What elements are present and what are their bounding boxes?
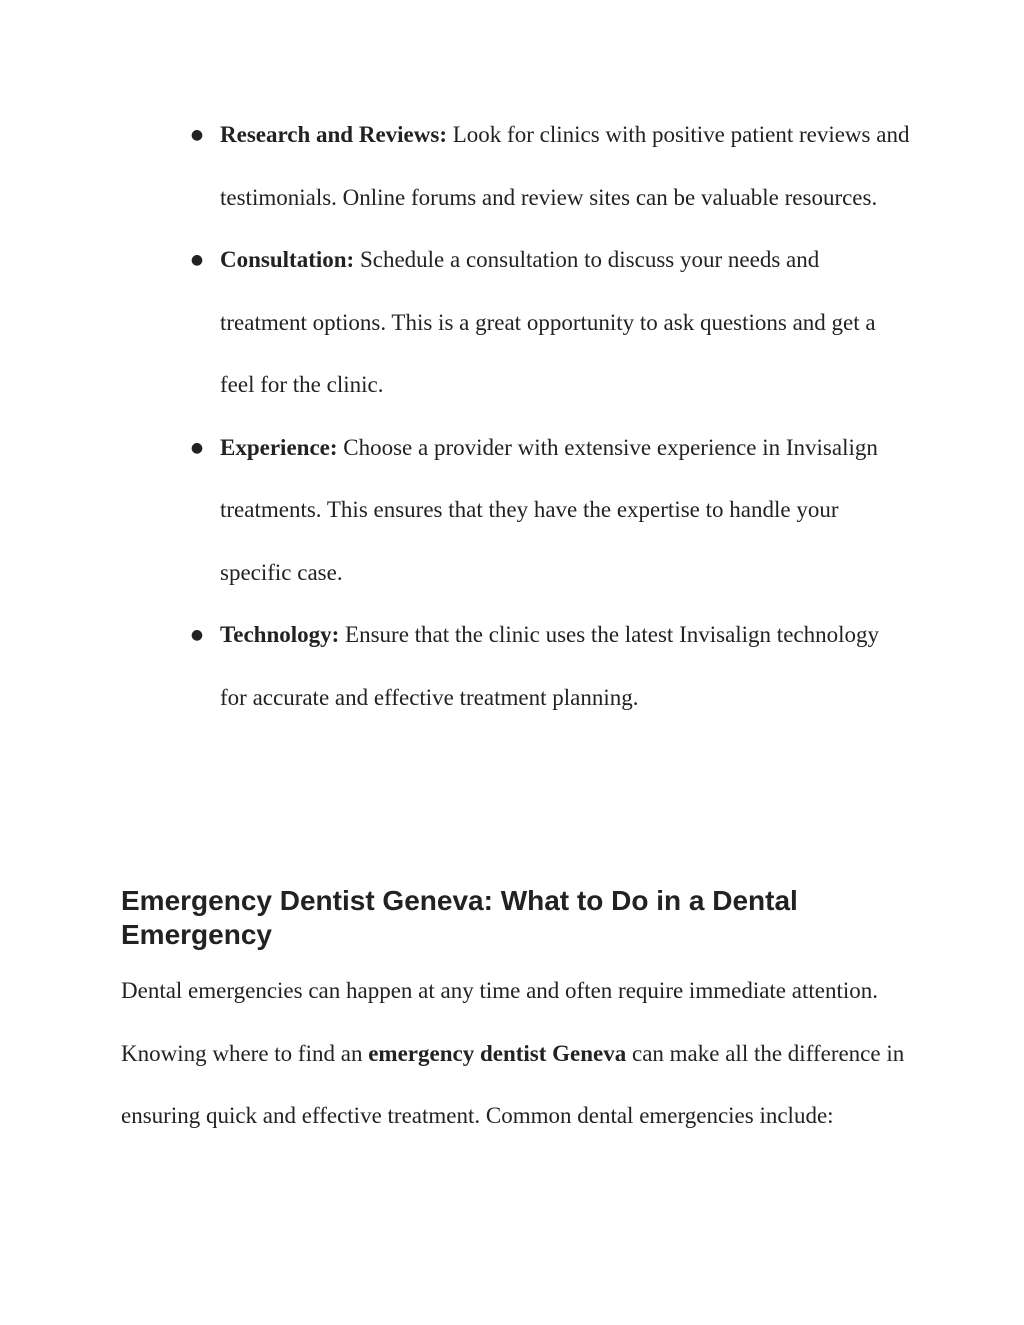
list-item-term: Experience: [220,434,338,460]
list-item-term: Research and Reviews: [220,122,447,147]
section-heading: Emergency Dentist Geneva: What to Do in a Dental Emergency [121,885,798,950]
list-item-experience [190,417,910,605]
bullet-icon: ● [190,439,204,456]
paragraph-text-end: can make all the difference in ensuring quick and effective treatment. Common dental emergencies include: [121,1040,905,1128]
paragraph-text-start: Dental emergencies can happen at any time and often require immediate attention. Knowing where to find an [121,978,878,1066]
paragraph-keyword: emergency dentist Geneva [368,1040,627,1066]
list-item-term: Technology: [220,622,340,647]
bullet-icon: ● [190,252,204,268]
clinic-selection-list [190,104,910,729]
list-item-text: Schedule a consultation to discuss your needs and treatment options. This is a great opportunity to ask questions and get a feel for the clinic. [220,247,876,397]
list-item-text: Ensure that the clinic uses the latest Invisalign technology for accurate and effective treatment planning. [220,622,880,710]
list-item-consultation [190,229,910,417]
section-paragraph [121,960,911,1148]
bullet-icon: ● [190,127,204,143]
list-item-text: Look for clinics with positive patient reviews and testimonials. Online forums and review sites can be valuable resources. [220,122,910,210]
list-item-term: Consultation: [220,247,355,272]
list-item-text: Choose a provider with extensive experience in Invisalign treatments. This ensures that they have the expertise to handle your specific case. [220,434,878,585]
list-item-research [190,104,910,229]
bullet-icon: ● [190,627,204,643]
list-item-technology [190,604,910,729]
